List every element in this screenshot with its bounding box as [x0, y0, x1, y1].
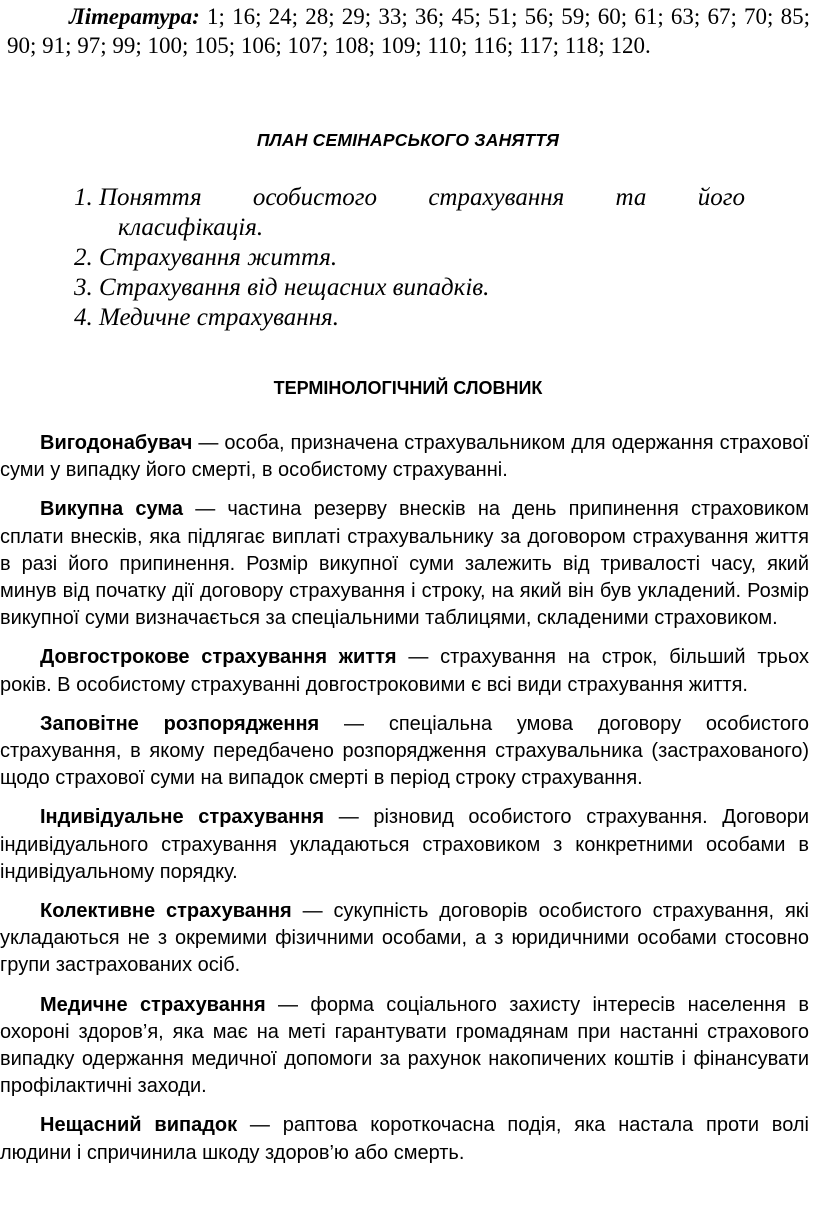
plan-item: [0, 303, 816, 333]
glossary-title: ТЕРМІНОЛОГІЧНИЙ СЛОВНИК: [273, 378, 543, 398]
glossary-entry: [0, 804, 816, 886]
glossary-definition: — різновид особистого страхування. Договори індивідуального страхування укладаються страховиком з конкретними особами в індивідуальному порядку.: [0, 806, 809, 883]
plan-item-text: 2. Страхування життя.: [74, 244, 338, 271]
plan-item-1-word: страхування: [428, 184, 565, 211]
glossary-entry: [0, 711, 816, 793]
plan-item-1-word: та: [615, 184, 647, 211]
glossary-definition: — спеціальна умова договору особистого страхування, в якому передбачено розпорядження страхувальника (застрахованого) щодо страхової суми на випадок смерті в період строку страхування.: [0, 712, 810, 790]
plan-item-text: 4. Медичне страхування.: [74, 304, 339, 331]
glossary-term: Нещасний випадок: [40, 1114, 238, 1137]
glossary-term: Заповітне розпорядження: [40, 712, 320, 735]
glossary-entry: [0, 1112, 816, 1166]
plan-item: [0, 183, 816, 243]
glossary-term: Вигодонабувач: [40, 432, 193, 454]
glossary-entry: [0, 898, 816, 980]
glossary-definition: — частина резерву внесків на день припинення страховиком сплати внесків, яка підлягає виплаті страхувальнику за договором страхування життя в разі його припинення. Розмір викупної суми залежить від тривалості часу, який минув від початку дії договору страхування і строку, на який він був укладений. Розмір викупної суми визначається за спеціальними таблицями, складеними страховиком.: [0, 498, 809, 630]
glossary-definition: — раптова короткочасна подія, яка настала проти волі людини і спричинила шкоду здоров’ю або смерть.: [0, 1114, 809, 1164]
glossary-term: Колективне страхування: [40, 900, 292, 923]
plan-title: ПЛАН СЕМІНАРСЬКОГО ЗАНЯТТЯ: [256, 130, 560, 150]
glossary-entry: [0, 644, 816, 698]
glossary-term: Довгострокове страхування життя: [40, 646, 397, 669]
plan-item-text: 3. Страхування від нещасних випадків.: [74, 274, 490, 301]
literature-paragraph: [7, 3, 810, 60]
glossary-term: Медичне страхування: [40, 993, 266, 1016]
glossary-list: [0, 430, 816, 1179]
glossary-definition: — страхування на строк, більший трьох років. В особистому страхуванні довгостроковими є всі види страхування життя.: [0, 646, 809, 696]
plan-item-1-continuation: класифікація.: [118, 214, 264, 241]
plan-item: [0, 273, 816, 303]
glossary-term: Викупна сума: [40, 498, 183, 521]
literature-label: Література:: [69, 4, 200, 29]
plan-list: [0, 183, 816, 333]
glossary-definition: — особа, призначена страхувальником для одержання страхової суми у випадку його смерті, в особистому страхуванні.: [0, 432, 809, 482]
glossary-term: Індивідуальне страхування: [40, 806, 325, 829]
plan-item: [0, 243, 816, 273]
glossary-definition: — сукупність договорів особистого страхування, які укладаються не з окремими фізичними особами, а з юридичними особами стосовно групи застрахованих осіб.: [0, 900, 809, 977]
glossary-entry: [0, 430, 816, 484]
plan-item-1-word: особистого: [252, 184, 378, 211]
plan-item-1-word: його: [697, 184, 745, 211]
literature-refs: 1; 16; 24; 28; 29; 33; 36; 45; 51; 56; 59; 60; 61; 63; 67; 70; 85; 90; 91; 97; 99; 100; 105; 106; 107; 108; 109; 110; 116; 117; 118; 120.: [7, 4, 810, 58]
glossary-entry: [0, 496, 816, 632]
plan-item-1-word: 1. Поняття: [74, 184, 202, 211]
plan-item-1-line: [74, 183, 745, 213]
glossary-entry: [0, 992, 816, 1101]
glossary-definition: — форма соціального захисту інтересів населення в охороні здоров’я, яка має на меті гарантувати громадянам при настанні страхового випадку одержання медичної допомоги за рахунок накопичених коштів і фінансувати профілактичні заходи.: [0, 993, 809, 1098]
